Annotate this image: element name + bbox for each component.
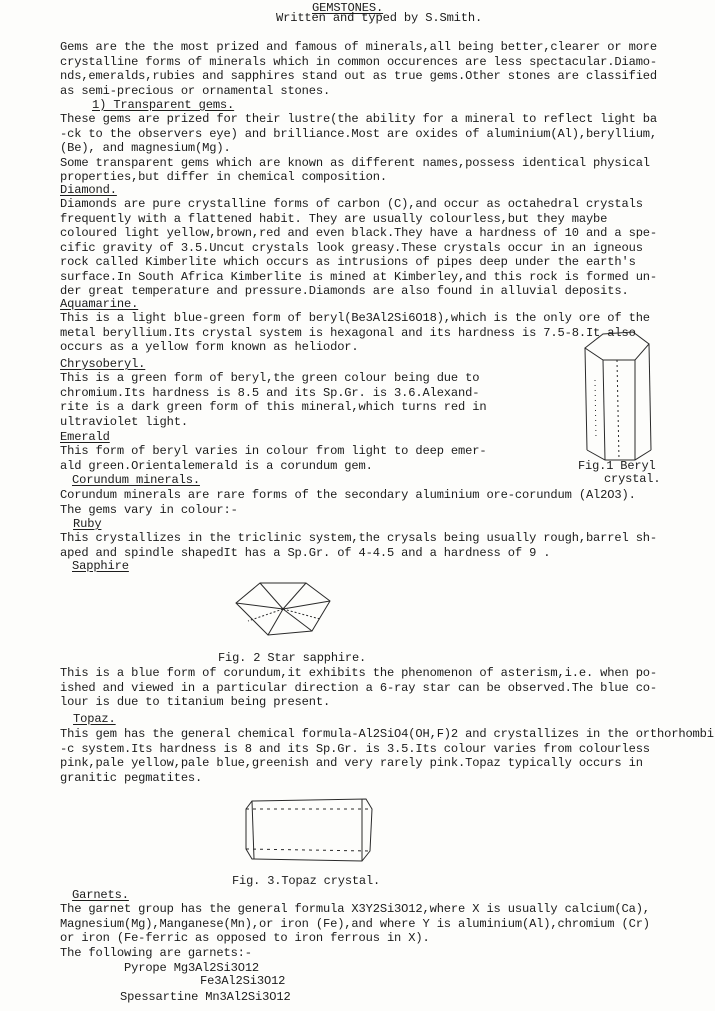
text-line: rock called Kimberlite which occurs as intrusions of pipes deep under the earth's [60, 255, 636, 269]
ruby-paragraph [60, 531, 680, 560]
text-line: Diamonds are pure crystalline forms of carbon (C),and occur as octahedral crystals [60, 197, 643, 211]
topaz-paragraph [60, 727, 714, 785]
text-line: occurs as a yellow form known as heliodor. [60, 340, 359, 354]
text-line: or iron (Fe-ferric as opposed to iron ferrous in X). [60, 931, 430, 945]
text-line: This is a blue form of corundum,it exhibits the phenomenon of asterism,i.e. when po- [60, 666, 658, 680]
text-line: Magnesium(Mg),Manganese(Mn),or iron (Fe),and where Y is aluminium(Al),chromium (Cr) [60, 916, 650, 931]
text-line: This is a green form of beryl,the green colour being due to [60, 371, 480, 385]
fig2-label: Fig. 2 Star sapphire. [218, 651, 367, 665]
text-line: -c system.Its hardness is 8 and its Sp.Gr. is 3.5.Its colour varies from colourless [60, 741, 650, 756]
text-line: pink,pale yellow,pale blue,greenish and very rarely pink.Topaz typically occurs in [60, 756, 643, 770]
text-line: chromium.Its hardness is 8.5 and its Sp.Gr. is 3.6.Alexand- [60, 385, 480, 400]
garnet-almandine: Fe3Al2Si3O12 [200, 974, 286, 988]
text-line: lour is due to titanium being present. [60, 695, 331, 709]
doc-title: GEMSTONES. [312, 1, 384, 15]
text-line: The garnet group has the general formula X3Y2Si3O12,where X is usually calcium(Ca), [60, 902, 650, 916]
emerald-paragraph [60, 444, 520, 473]
text-line: (Be), and magnesium(Mg). [60, 141, 231, 155]
doc-byline: Written and typed by S.Smith. [276, 11, 483, 25]
section-heading-transparent: 1) Transparent gems. [92, 98, 235, 112]
garnets-paragraph [60, 902, 700, 960]
text-line: frequently with a flattened habit. They are usually colourless,but they maybe [60, 211, 608, 226]
section-heading-sapphire: Sapphire [72, 559, 129, 573]
section-heading-diamond: Diamond. [60, 183, 117, 197]
section-heading-chrysoberyl: Chrysoberyl. [60, 357, 146, 371]
corundum-paragraph [60, 488, 680, 517]
text-line: This gem has the general chemical formula-Al2SiO4(OH,F)2 and crystallizes in the orthorhombi [60, 727, 714, 741]
section-heading-emerald: Emerald [60, 430, 110, 444]
text-line: ultraviolet light. [60, 414, 188, 429]
text-line: der great temperature and pressure.Diamonds are also found in alluvial deposits. [60, 284, 629, 298]
intro-line: as semi-precious or ornamental stones. [60, 83, 331, 98]
text-line: properties,but differ in chemical composition. [60, 170, 387, 184]
text-line: cific gravity of 3.5.Uncut crystals look greasy.These crystals occur in an igneous [60, 240, 643, 255]
star-sapphire-figure [228, 575, 338, 645]
chrysoberyl-paragraph [60, 371, 520, 429]
text-line: Corundum minerals are rare forms of the secondary aluminium ore-corundum (Al2O3). [60, 488, 636, 502]
section-heading-corundum: Corundum minerals. [72, 473, 200, 487]
section-heading-aquamarine: Aquamarine. [60, 297, 139, 311]
topaz-crystal-figure [238, 795, 378, 865]
fig1-label: Fig.1 Beryl [578, 459, 656, 473]
section-heading-ruby: Ruby [73, 517, 102, 531]
text-line: This form of beryl varies in colour from light to deep emer- [60, 444, 487, 458]
fig3-label: Fig. 3.Topaz crystal. [232, 874, 381, 888]
text-line: surface.In South Africa Kimberlite is mined at Kimberley,and this rock is formed un- [60, 269, 658, 284]
sapphire-paragraph [60, 666, 680, 710]
beryl-crystal-figure [575, 320, 665, 480]
text-line: aped and spindle shapedIt has a Sp.Gr. of 4-4.5 and a hardness of 9 . [60, 545, 551, 560]
text-line: This crystallizes in the triclinic system,the crysals being usually rough,barrel sh- [60, 531, 658, 545]
intro-line: Gems are the the most prized and famous of minerals,all being better,clearer or more [60, 40, 658, 54]
diamond-paragraph [60, 197, 680, 299]
text-line: The gems vary in colour:- [60, 502, 238, 517]
garnet-spessartine: Spessartine Mn3Al2Si3O12 [120, 990, 291, 1004]
section-heading-topaz: Topaz. [73, 712, 116, 726]
text-line: granitic pegmatites. [60, 770, 203, 785]
fig1-label-line2: crystal. [604, 472, 661, 486]
garnet-pyrope: Pyrope Mg3Al2Si3O12 [124, 961, 260, 975]
text-line: ald green.Orientalemerald is a corundum gem. [60, 458, 373, 473]
text-line: Some transparent gems which are known as different names,possess identical physical [60, 155, 650, 170]
text-line: The following are garnets:- [60, 945, 252, 960]
intro-paragraph [60, 40, 680, 98]
text-line: ished and viewed in a particular direction a 6-ray star can be observed.The blue co- [60, 680, 658, 695]
intro-line: crystalline forms of minerals which in common occurences are less spectacular.Diamo- [60, 54, 658, 69]
text-line: -ck to the observers eye) and brilliance.Most are oxides of aluminium(Al),beryllium, [60, 126, 658, 141]
text-line: metal beryllium.Its crystal system is hexagonal and its hardness is 7.5-8.It also [60, 325, 636, 340]
section-heading-garnets: Garnets. [72, 888, 129, 902]
text-line: rite is a dark green form of this mineral,which turns red in [60, 400, 487, 414]
text-line: This is a light blue-green form of beryl(Be3Al2Si6O18),which is the only ore of the [60, 311, 650, 325]
text-line: coloured light yellow,brown,red and even black.They have a hardness of 10 and a spe- [60, 226, 658, 240]
intro-line: nds,emeralds,rubies and sapphires stand out as true gems.Other stones are classified [60, 69, 658, 83]
text-line: These gems are prized for their lustre(the ability for a mineral to reflect light ba [60, 112, 658, 126]
transparent-paragraph [60, 112, 680, 185]
